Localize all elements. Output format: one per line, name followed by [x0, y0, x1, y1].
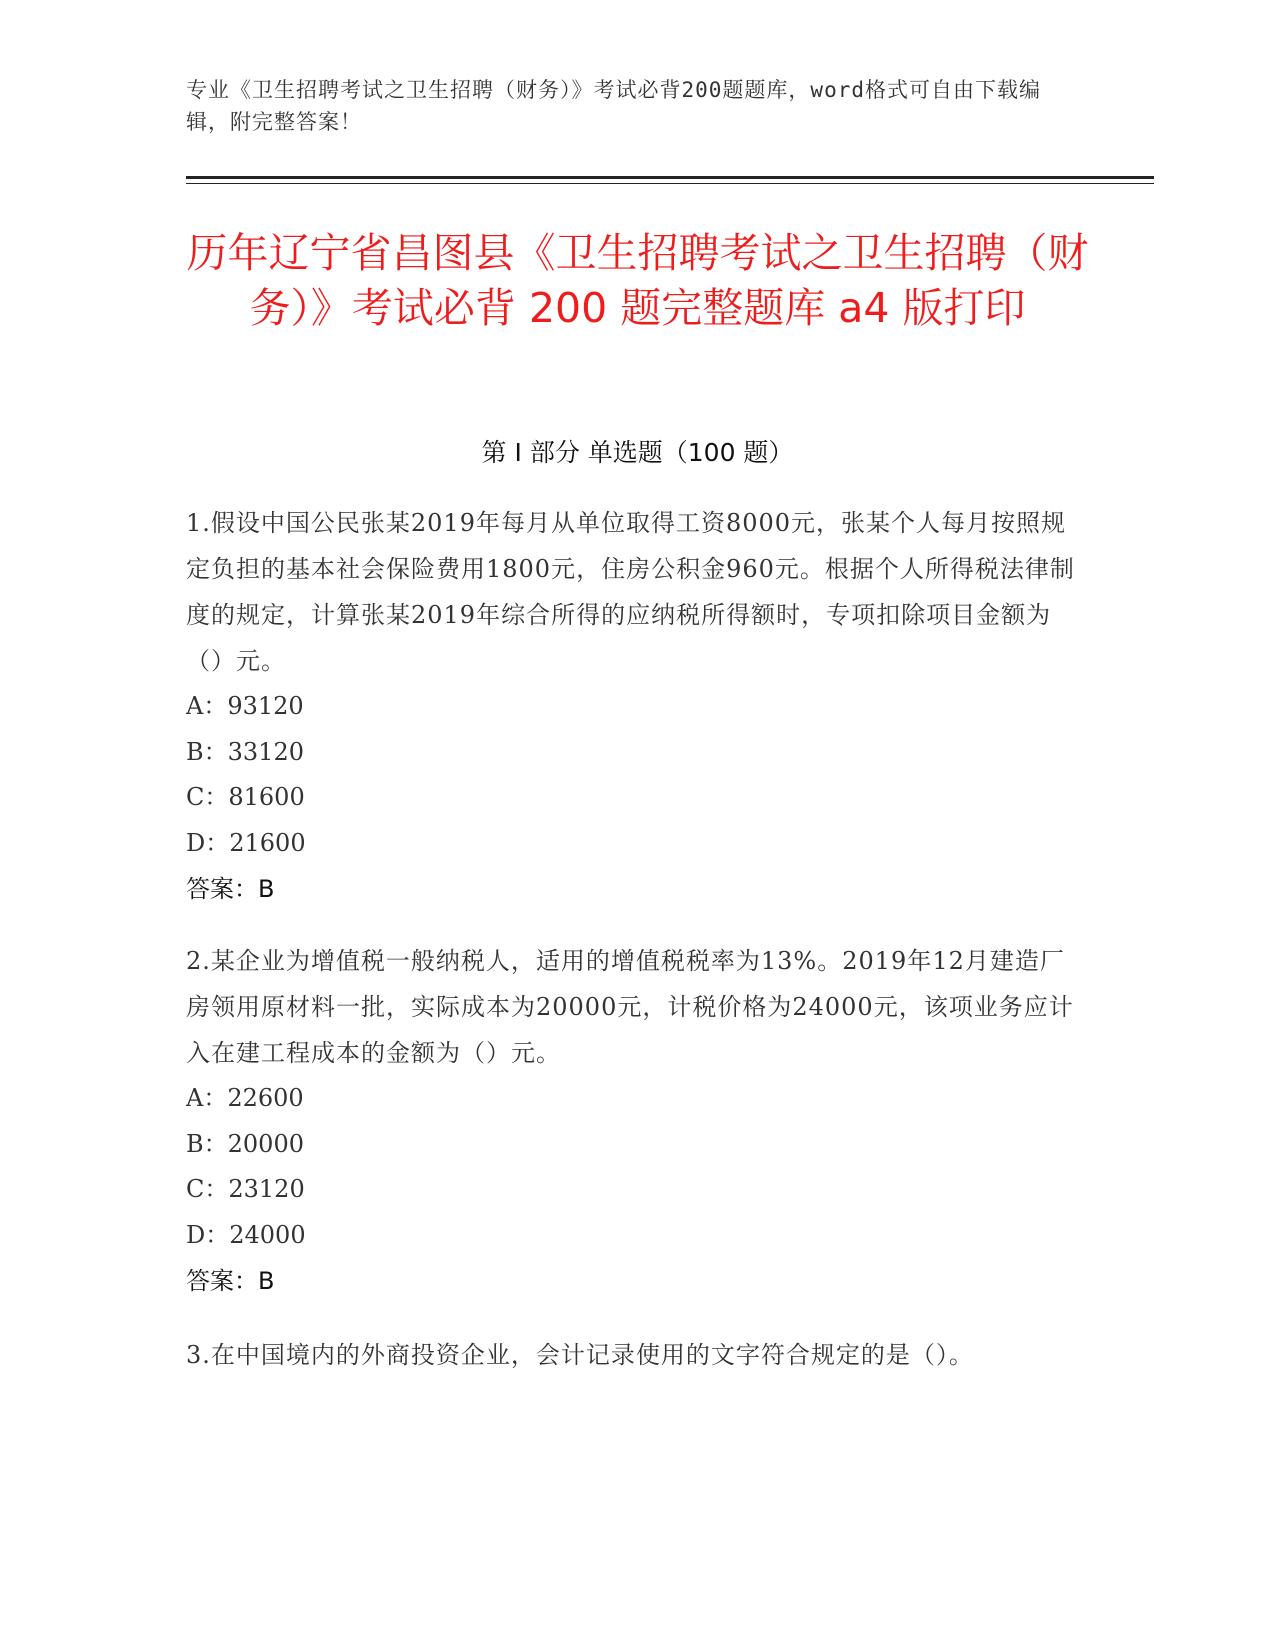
question-stem: 1.假设中国公民张某2019年每月从单位取得工资8000元，张某个人每月按照规定负担的基本社会保险费用1800元，住房公积金960元。根据个人所得税法律制度的规定，计算张某2019年综合所得的应纳税所得额时，专项扣除项目金额为（）元。 — [186, 509, 1075, 675]
header-rule-thick — [186, 176, 1154, 179]
document-intro: 专业《卫生招聘考试之卫生招聘（财务）》考试必背200题题库，word格式可自由下载编辑，附完整答案！ — [186, 78, 1041, 134]
option-c: C：23120 — [186, 1175, 305, 1203]
question-3 — [186, 1332, 1076, 1378]
option-c: C：81600 — [186, 783, 305, 811]
answer: 答案：B — [186, 875, 275, 903]
document-title: 历年辽宁省昌图县《卫生招聘考试之卫生招聘（财务）》考试必背 200 题完整题库 a4 版打印 — [186, 229, 1089, 332]
question-stem: 2.某企业为增值税一般纳税人，适用的增值税税率为13%。2019年12月建造厂房领用原材料一批，实际成本为20000元，计税价格为24000元，该项业务应计入在建工程成本的金额为（）元。 — [186, 947, 1074, 1067]
answer: 答案：B — [186, 1267, 275, 1295]
header-rule-thin — [186, 183, 1154, 184]
option-d: D：24000 — [186, 1220, 306, 1249]
option-d: D：21600 — [186, 828, 306, 857]
option-b: B：33120 — [186, 737, 304, 766]
question-2 — [186, 938, 1076, 1304]
section-heading: 第 I 部分 单选题（100 题） — [481, 438, 794, 467]
question-1 — [186, 500, 1076, 912]
option-a: A：93120 — [186, 692, 304, 720]
option-a: A：22600 — [186, 1084, 304, 1112]
option-b: B：20000 — [186, 1129, 304, 1158]
question-stem: 3.在中国境内的外商投资企业，会计记录使用的文字符合规定的是（）。 — [186, 1341, 974, 1369]
